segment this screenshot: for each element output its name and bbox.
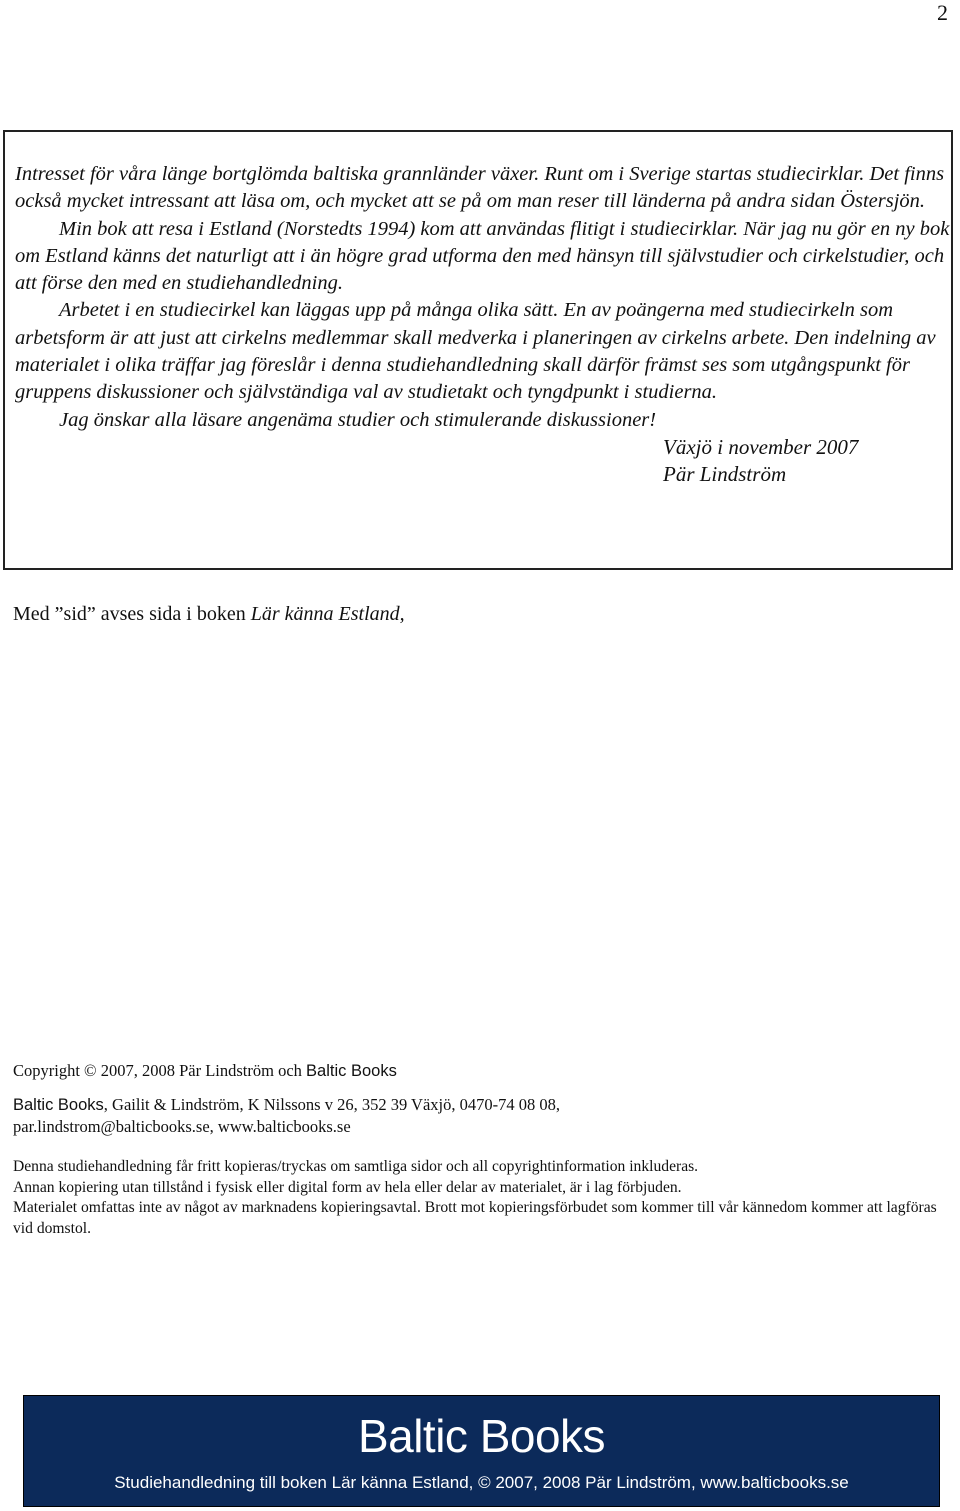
legal-paragraph-1: Denna studiehandledning får fritt kopieras/tryckas om samtliga sidor och all copyrightinformation inkluderas. bbox=[13, 1158, 699, 1175]
foreword-paragraph-3: Arbetet i en studiecirkel kan läggas upp på många olika sätt. En av poängerna med studiecirkeln som arbetsform är att just att cirkelns medlemmar skall medverka i planeringen av cirkelns arbete. Den indelning av materialet i olika träffar jag föreslår i denna studiehandledning skall därför främst ses som utgångspunkt för gruppens diskussioner och självständiga val av studietakt och tyngdpunkt i studierna. bbox=[15, 299, 936, 404]
legal-paragraph-2: Annan kopiering utan tillstånd i fysisk eller digital form av hela eller delar av materialet, är i lag förbjuden. bbox=[13, 1178, 682, 1196]
address-line-2: par.lindstrom@balticbooks.se, www.balticbooks.se bbox=[13, 1117, 351, 1136]
page-reference-note bbox=[13, 601, 405, 627]
address-line-1 bbox=[13, 1094, 560, 1116]
address-details: , Gailit & Lindström, K Nilssons v 26, 352 39 Växjö, 0470-74 08 08, bbox=[103, 1095, 560, 1114]
foreword-paragraph-1: Intresset för våra länge bortglömda baltiska grannländer växer. Runt om i Sverige startas studiecirklar. Det finns också mycket intressant att läsa om, och mycket att se på om man reser till länderna på andra sidan Östersjön. bbox=[15, 163, 945, 213]
foreword-place-date: Växjö i november 2007 bbox=[663, 434, 859, 459]
copy-permission-notice bbox=[13, 1157, 948, 1239]
legal-paragraph-3: Materialet omfattas inte av något av marknadens kopieringsavtal. Brott mot kopieringsförbudet som kommer till vår kännedom kommer att lagföras vid domstol. bbox=[13, 1199, 937, 1237]
copyright-text: Copyright © 2007, 2008 Pär Lindström och bbox=[13, 1061, 307, 1080]
address-brand: Baltic Books bbox=[13, 1096, 104, 1114]
foreword-paragraph-2: Min bok att resa i Estland (Norstedts 1994) kom att användas flitigt i studiecirklar. När jag nu gör en ny bok om Estland känns det naturligt att i än högre grad utforma den med hänsyn till självstudier och cirkelstudier, och att förse den med en studiehandledning. bbox=[15, 217, 950, 295]
foreword-author: Pär Lindström bbox=[663, 462, 787, 487]
banner-title: Baltic Books bbox=[357, 1410, 606, 1462]
copyright-line bbox=[13, 1060, 397, 1082]
foreword-text bbox=[15, 161, 950, 489]
page-number: 2 bbox=[937, 0, 948, 25]
copyright-brand: Baltic Books bbox=[306, 1062, 397, 1080]
foreword-paragraph-4: Jag önskar alla läsare angenäma studier och stimulerande diskussioner! bbox=[59, 408, 657, 431]
publisher-address bbox=[13, 1094, 560, 1138]
foreword-box bbox=[3, 130, 953, 570]
page-reference-note-text: Med ”sid” avses sida i boken bbox=[13, 603, 251, 625]
publisher-banner bbox=[23, 1395, 940, 1507]
banner-subtitle: Studiehandledning till boken Lär känna Estland, © 2007, 2008 Pär Lindström, www.balticbooks.se bbox=[114, 1473, 849, 1492]
book-title: Lär känna Estland, bbox=[250, 603, 405, 625]
